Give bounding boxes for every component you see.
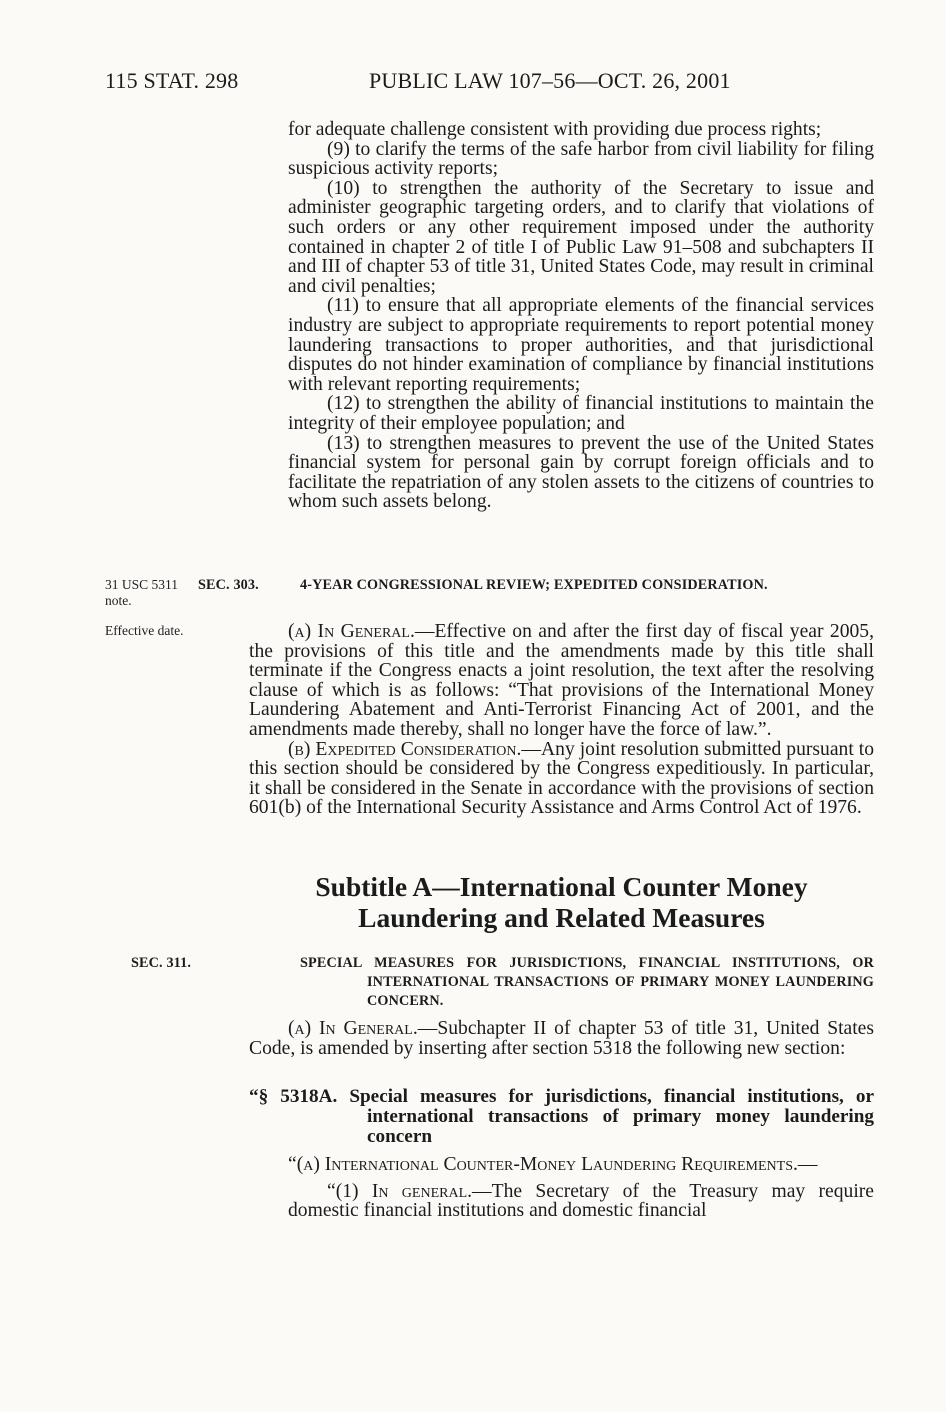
sec-311-subsection-a	[249, 1019, 874, 1058]
sec-311-body	[249, 1019, 874, 1058]
sec-303-heading	[198, 576, 874, 595]
sec-311-heading	[131, 954, 874, 1011]
subtitle-heading	[249, 871, 874, 933]
sec-311-a-heading: (a) In General.	[288, 1018, 418, 1039]
subtitle-line-2: Laundering and Related Measures	[358, 902, 765, 933]
page-stat-number: 115 STAT. 298	[105, 68, 239, 93]
section-5318a-a-dash: —	[797, 1154, 818, 1175]
section-5318a-heading	[249, 1087, 874, 1147]
purpose-item-11: (11) to ensure that all appropriate elements of the financial services industry are subject to appropriate requirements to report potential money laundering transactions to proper authorities, and that jurisdictional disputes do not hinder examination of compliance by financial institutions with relevant reporting requirements;	[288, 295, 874, 395]
margin-note-usc-line2: note.	[105, 593, 132, 608]
section-5318a-p1-text: —The Secretary of the Treasury may require domestic financial institutions and domestic financial	[288, 1180, 874, 1222]
sec-303-b-text: —Any joint resolution submitted pursuant to this section should be considered by the Congress expeditiously. In particular, it shall be considered in the Senate in accordance with the provisions of section 601(b) of the International Security Assistance and Arms Control Act of 1976.	[249, 738, 874, 819]
purpose-item-10: (10) to strengthen the authority of the Secretary to issue and administer geographic targeting orders, and to clarify that violations of such orders or any other requirement imposed under the authority contained in chapter 2 of title I of Public Law 91–508 and subchapters II and III of chapter 53 of title 31, United States Code, may result in criminal and civil penalties;	[288, 177, 874, 297]
purposes-list	[288, 120, 874, 512]
sec-303-a-heading: (a) In General.	[288, 621, 415, 642]
section-5318a-title: Special measures for jurisdictions, financial institutions, or international transactions of primary money laundering concern	[349, 1086, 875, 1147]
section-5318a-p1-heading: “(1) In general.	[327, 1180, 473, 1202]
margin-note-usc	[105, 577, 178, 609]
sec-311-label: SEC. 311.	[131, 955, 192, 971]
running-header: PUBLIC LAW 107–56—OCT. 26, 2001	[369, 68, 731, 93]
section-5318a-a-heading: “(a) International Counter-Money Laundering Requirements.	[288, 1154, 798, 1175]
subtitle-line-1: Subtitle A—International Counter Money	[315, 871, 808, 902]
section-5318a-body	[288, 1155, 874, 1221]
purpose-item-12: (12) to strengthen the ability of financial institutions to maintain the integrity of their employee population; and	[288, 393, 874, 434]
margin-note-effective-date: Effective date.	[105, 623, 184, 638]
margin-note-usc-line1: 31 USC 5311	[105, 577, 179, 592]
continued-paragraph: for adequate challenge consistent with providing due process rights;	[288, 119, 822, 140]
sec-311-title: SPECIAL MEASURES FOR JURISDICTIONS, FINANCIAL INSTITUTIONS, OR INTERNATIONAL TRANSACTIONS OF PRIMARY MONEY LAUNDERING CONCERN.	[300, 955, 874, 1009]
purpose-item-9: (9) to clarify the terms of the safe harbor from civil liability for filing suspicious activity reports;	[288, 138, 874, 180]
sec-303-body	[249, 622, 874, 818]
section-5318a-number: “§ 5318A.	[249, 1086, 338, 1107]
purpose-item-13: (13) to strengthen measures to prevent the use of the United States financial system for personal gain by corrupt foreign officials and to facilitate the repatriation of any stolen assets to the citizens of countries to whom such assets belong.	[288, 432, 874, 513]
section-5318a-subsection-a-heading	[249, 1155, 874, 1175]
sec-303-a-text: —Effective on and after the first day of fiscal year 2005, the provisions of this title and the amendments made by this title shall terminate if the Congress enacts a joint resolution, the text after the resolving clause of which is as follows: “That provisions of the International Money Laundering Abatement and Anti-Terrorist Financing Act of 2001, and the amendments made thereby, shall no longer have the force of law.”.	[249, 621, 874, 740]
sec-303-subsection-b	[249, 740, 874, 818]
sec-303-subsection-a	[249, 622, 874, 740]
section-5318a-paragraph-1	[249, 1182, 874, 1221]
sec-303-label: SEC. 303.	[198, 577, 259, 593]
sec-311-a-text: —Subchapter II of chapter 53 of title 31, United States Code, is amended by inserting after section 5318 the following new section:	[249, 1018, 875, 1059]
sec-303-title: 4-YEAR CONGRESSIONAL REVIEW; EXPEDITED CONSIDERATION.	[300, 577, 768, 593]
sec-303-b-heading: (b) Expedited Consideration.	[288, 738, 522, 760]
